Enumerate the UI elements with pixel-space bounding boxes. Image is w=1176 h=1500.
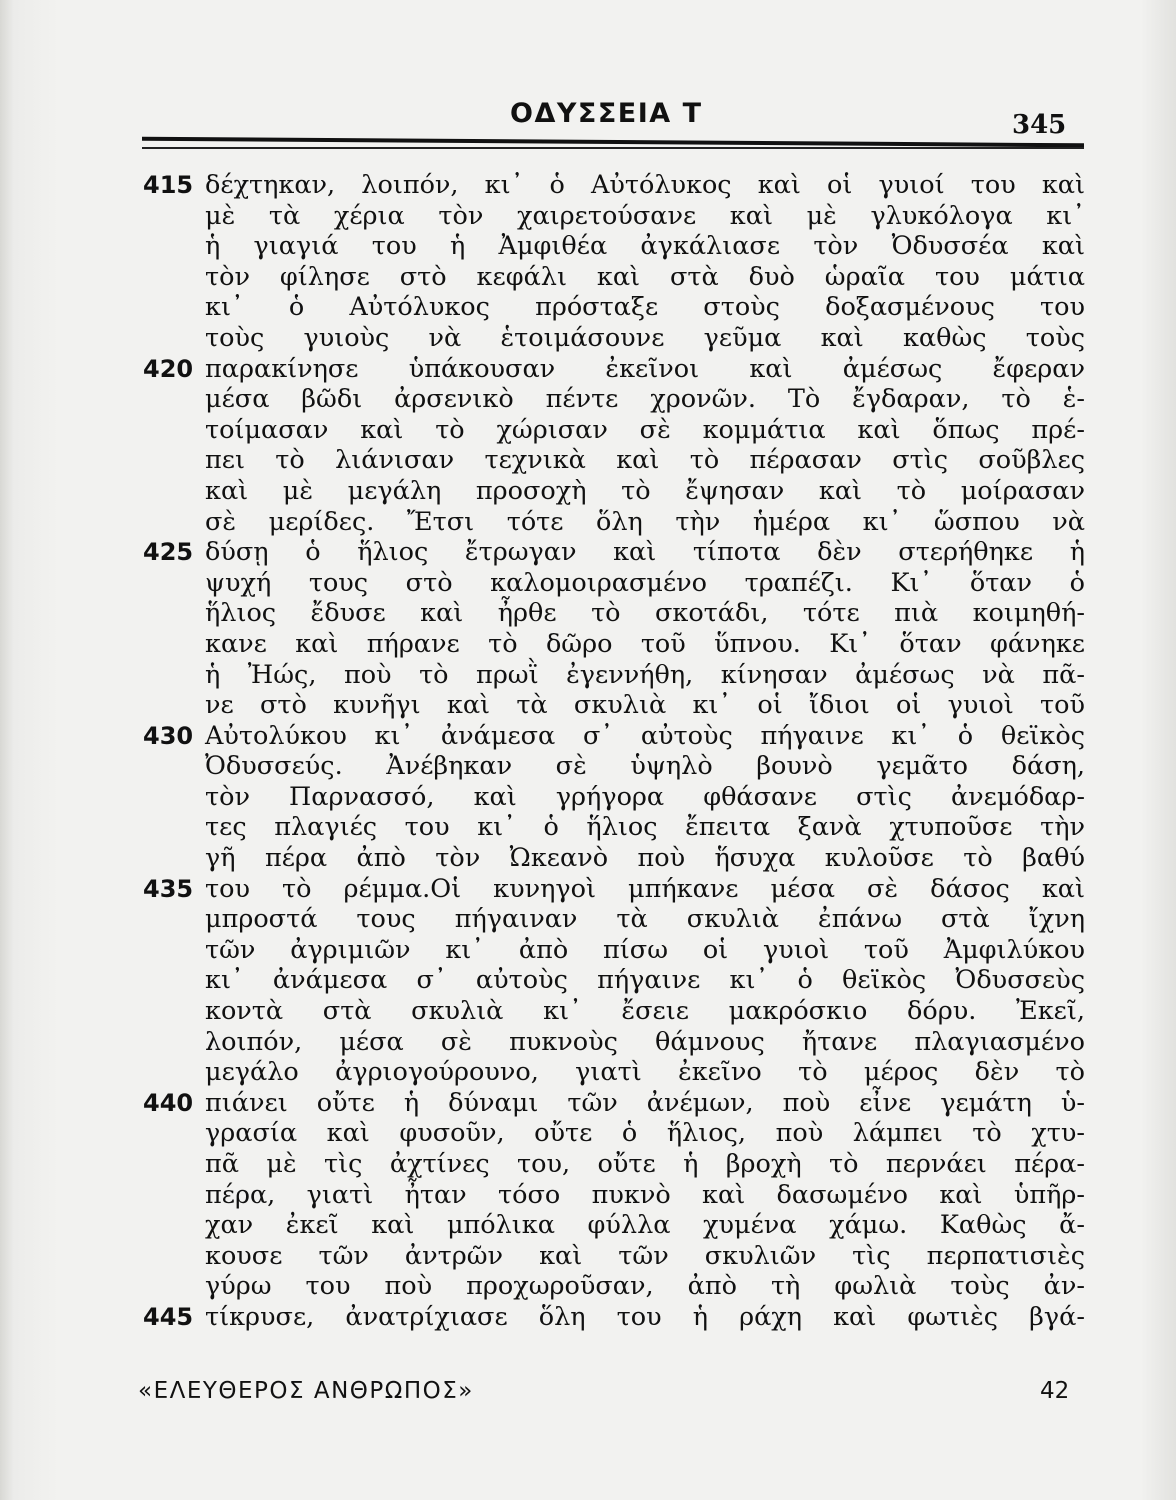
text-line [205,782,1085,813]
text-line [205,445,1085,476]
line-text: παρακίνησε ὑπάκουσαν ἐκεῖνοι καὶ ἀμέσως ἔφεραν [205,353,1085,384]
text-line [205,507,1085,538]
header-rule [142,137,1084,148]
text-line [143,1301,1085,1333]
text-line [205,231,1085,262]
line-text: τίκρυσε, ἀνατρίχιασε ὅλη του ἡ ράχη καὶ φωτιὲς βγά- [205,1301,1085,1332]
text-line [205,1210,1085,1241]
text-line [143,353,1085,385]
line-text: τῶν ἀγριμιῶν κι᾽ ἀπὸ πίσω οἱ γυιοὶ τοῦ Ἀμφιλύκου [205,934,1085,965]
text-line [205,1241,1085,1272]
line-text: καὶ μὲ μεγάλη προσοχὴ τὸ ἔψησαν καὶ τὸ μοίρασαν [205,475,1085,506]
line-text: ἡ γιαγιά του ἡ Ἀμφιθέα ἀγκάλιασε τὸν Ὀδυσσέα καὶ [205,231,1085,262]
text-line [205,201,1085,232]
verse-text-block [143,170,1085,1333]
publisher-signature: «ΕΛΕΥΘΕΡΟΣ ΑΝΘΡΩΠΟΣ» [138,1378,474,1404]
line-text: λοιπόν, μέσα σὲ πυκνοὺς θάμνους ἤτανε πλαγιασμένο [205,1026,1085,1057]
text-line [205,476,1085,507]
verse-line-number: 430 [143,721,194,750]
line-text: κι᾽ ὁ Αὐτόλυκος πρόσταξε στοὺς δοξασμένους του [205,292,1085,323]
text-line [205,415,1085,446]
text-line [143,170,1085,201]
text-line [143,537,1085,568]
line-text: μὲ τὰ χέρια τὸν χαιρετούσανε καὶ μὲ γλυκόλογα κι᾽ [205,200,1085,231]
line-text: δύσῃ ὁ ἥλιος ἔτρωγαν καὶ τίποτα δὲν στερήθηκε ἡ [205,537,1085,568]
line-text: νε στὸ κυνῆγι καὶ τὰ σκυλιὰ κι᾽ οἱ ἴδιοι οἱ γυιοὶ τοῦ [205,690,1085,721]
text-line [143,1087,1085,1119]
line-text: ψυχή τους στὸ καλομοιρασμένο τραπέζι. Κι᾽ ὅταν ὁ [205,567,1085,598]
line-text: πέρα, γιατὶ ἦταν τόσο πυκνὸ καὶ δασωμένο καὶ ὑπῆρ- [205,1179,1085,1210]
text-line [143,720,1085,752]
text-line [205,904,1085,935]
text-line [205,629,1085,660]
text-line [205,996,1085,1027]
text-line [205,384,1085,415]
line-text: τοὺς γυιοὺς νὰ ἑτοιμάσουνε γεῦμα καὶ καθὼς τοὺς [205,322,1085,353]
text-line [205,568,1085,599]
text-line [143,873,1085,905]
text-line [205,690,1085,721]
text-line [205,262,1085,293]
text-line [205,1149,1085,1180]
line-text: ἡ Ἠώς, ποὺ τὸ πρωῒ ἐγεννήθη, κίνησαν ἀμέσως νὰ πᾶ- [205,659,1085,690]
text-line [205,965,1085,996]
line-text: Ὀδυσσεύς. Ἀνέβηκαν σὲ ὑψηλὸ βουνὸ γεμᾶτο δάση, [205,751,1085,782]
line-text: πει τὸ λιάνισαν τεχνικὰ καὶ τὸ πέρασαν στὶς σοῦβλες [205,445,1085,476]
line-text: Αὐτολύκου κι᾽ ἀνάμεσα σ᾽ αὐτοὺς πήγαινε κι᾽ ὁ θεϊκὸς [205,720,1085,751]
line-text: γῆ πέρα ἀπὸ τὸν Ὠκεανὸ ποὺ ἥσυχα κυλοῦσε τὸ βαθύ [205,843,1085,874]
line-text: κουσε τῶν ἀντρῶν καὶ τῶν σκυλιῶν τὶς περπατισιὲς [205,1240,1085,1271]
text-line [205,843,1085,874]
line-text: τὸν φίλησε στὸ κεφάλι καὶ στὰ δυὸ ὡραῖα του μάτια [205,261,1085,292]
verse-line-number: 440 [143,1088,194,1117]
line-text: τοίμασαν καὶ τὸ χώρισαν σὲ κομμάτια καὶ ὅπως πρέ- [205,414,1085,445]
line-text: τὸν Παρνασσό, καὶ γρήγορα φθάσανε στὶς ἀνεμόδαρ- [205,781,1085,812]
verse-line-number: 435 [143,874,194,903]
text-line [205,1271,1085,1302]
page-number: 345 [1012,110,1067,140]
line-text: ἥλιος ἔδυσε καὶ ἦρθε τὸ σκοτάδι, τότε πιὰ κοιμηθή- [205,598,1085,629]
line-text: μπροστά τους πήγαιναν τὰ σκυλιὰ ἐπάνω στὰ ἴχνη [205,904,1085,935]
line-text: κι᾽ ἀνάμεσα σ᾽ αὐτοὺς πήγαινε κι᾽ ὁ θεϊκὸς Ὀδυσσεὺς [205,965,1085,996]
line-text: σὲ μερίδες. Ἔτσι τότε ὅλη τὴν ἡμέρα κι᾽ ὥσπου νὰ [205,506,1085,537]
line-text: κοντὰ στὰ σκυλιὰ κι᾽ ἔσειε μακρόσκιο δόρυ. Ἐκεῖ, [205,996,1085,1027]
line-text: γρασία καὶ φυσοῦν, οὔτε ὁ ἥλιος, ποὺ λάμπει τὸ χτυ- [205,1118,1085,1149]
text-line [205,598,1085,629]
verse-line-number: 415 [143,171,194,199]
verse-line-number: 445 [143,1302,194,1331]
header-rule-thin [142,147,1084,149]
line-text: γύρω του ποὺ προχωροῦσαν, ἀπὸ τὴ φωλιὰ τοὺς ἀν- [205,1271,1085,1302]
text-line [205,1027,1085,1058]
text-line [205,935,1085,966]
text-line [205,292,1085,323]
line-text: πᾶ μὲ τὶς ἀχτίνες του, οὔτε ἡ βροχὴ τὸ περνάει πέρα- [205,1149,1085,1179]
line-text: πιάνει οὔτε ἡ δύναμι τῶν ἀνέμων, ποὺ εἶνε γεμάτη ὑ- [205,1087,1085,1118]
text-line [205,812,1085,843]
line-text: μεγάλο ἀγριογούρουνο, γιατὶ ἐκεῖνο τὸ μέρος δὲν τὸ [205,1057,1085,1088]
text-line [205,1118,1085,1149]
running-header-title: ΟΔΥΣΣΕΙΑ Τ [510,98,703,129]
text-line [205,751,1085,782]
verse-line-number: 420 [143,354,194,383]
line-text: χαν ἐκεῖ καὶ μπόλικα φύλλα χυμένα χάμω. Καθὼς ἄ- [205,1210,1085,1241]
verse-line-number: 425 [143,538,194,567]
line-text: κανε καὶ πήρανε τὸ δῶρο τοῦ ὕπνου. Κι᾽ ὅταν φάνηκε [205,628,1085,659]
text-line [205,1180,1085,1211]
text-line [205,1057,1085,1088]
line-text: τες πλαγιές του κι᾽ ὁ ἥλιος ἔπειτα ξανὰ χτυποῦσε τὴν [205,812,1085,843]
line-text: δέχτηκαν, λοιπόν, κι᾽ ὁ Αὐτόλυκος καὶ οἱ γυιοί του καὶ [205,170,1085,200]
line-text: του τὸ ρέμμα.Οἱ κυνηγοὶ μπήκανε μέσα σὲ δάσος καὶ [205,873,1085,904]
text-line [205,323,1085,354]
line-text: μέσα βῶδι ἀρσενικὸ πέντε χρονῶν. Τὸ ἔγδαραν, τὸ ἑ- [205,384,1085,415]
signature-number: 42 [1040,1378,1070,1404]
text-line [205,660,1085,691]
